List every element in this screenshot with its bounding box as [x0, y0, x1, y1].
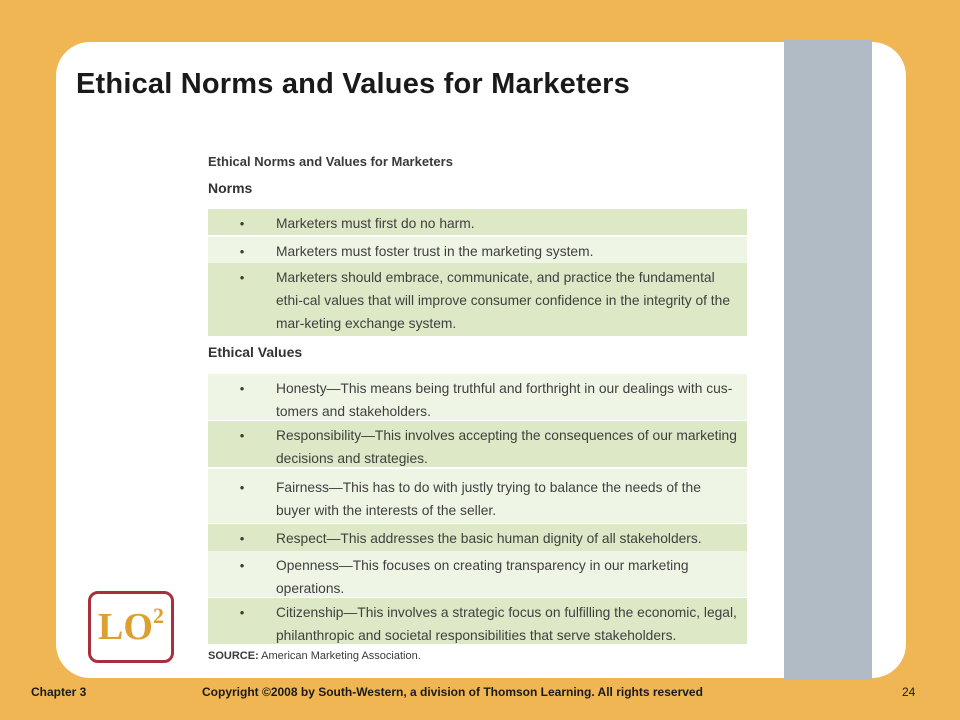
lo-text: LO [98, 606, 153, 648]
value-row [208, 374, 747, 420]
norm-row [208, 263, 747, 336]
value-row [208, 598, 747, 644]
decorative-side-bar [784, 40, 872, 680]
norms-heading: Norms [208, 180, 253, 196]
value-text: Respect—This addresses the basic human dignity of all stakeholders. [276, 531, 702, 546]
footer-copyright: Copyright ©2008 by South-Western, a division of Thomson Learning. All rights reserved [202, 685, 703, 699]
value-text: Fairness—This has to do with justly trying to balance the needs of the buyer with the interests of the seller. [276, 480, 701, 518]
source-label: SOURCE: [208, 650, 259, 662]
bullet-icon: • [239, 428, 245, 443]
bullet-icon: • [239, 558, 245, 573]
ethical-values-heading: Ethical Values [208, 344, 303, 360]
bullet-icon: • [239, 244, 245, 259]
lo-number: 2 [152, 603, 164, 628]
value-row [208, 469, 747, 523]
norm-row [208, 237, 747, 263]
bullet-icon: • [239, 531, 245, 546]
value-row [208, 551, 747, 597]
norm-text: Marketers must first do no harm. [276, 216, 475, 231]
figure-title: Ethical Norms and Values for Marketers [208, 154, 453, 169]
learning-objective-badge [88, 591, 174, 663]
bullet-icon: • [239, 605, 245, 620]
value-row [208, 421, 747, 467]
footer-page-number: 24 [902, 685, 916, 699]
norm-text: Marketers must foster trust in the marketing system. [276, 244, 594, 259]
value-text: Responsibility—This involves accepting the consequences of our marketing decisions and strategies. [276, 428, 737, 466]
slide-title: Ethical Norms and Values for Marketers [76, 68, 630, 100]
value-text: Honesty—This means being truthful and forthright in our dealings with cus-tomers and stakeholders. [276, 381, 733, 419]
value-text: Openness—This focuses on creating transparency in our marketing operations. [276, 558, 689, 596]
norm-text: Marketers should embrace, communicate, and practice the fundamental ethi-cal values that will improve consumer confidence in the integrity of the mar-keting exchange system. [276, 270, 730, 331]
norm-row [208, 209, 747, 235]
bullet-icon: • [239, 381, 245, 396]
value-row [208, 524, 747, 551]
bullet-icon: • [239, 480, 245, 495]
value-text: Citizenship—This involves a strategic focus on fulfilling the economic, legal, philanthropic and societal responsibilities that serve stakeholders. [276, 605, 737, 643]
source-note [208, 650, 421, 662]
bullet-icon: • [239, 270, 245, 285]
footer-chapter: Chapter 3 [31, 685, 87, 699]
bullet-icon: • [239, 216, 245, 231]
source-text: American Marketing Association. [258, 650, 421, 662]
